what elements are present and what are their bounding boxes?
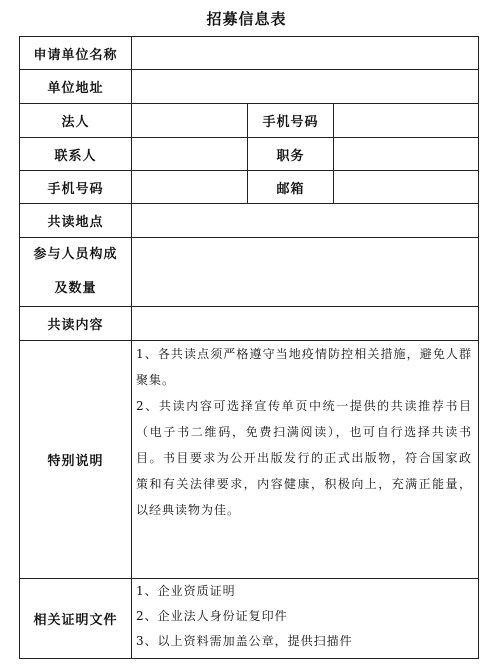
unit-address-label: 单位地址 bbox=[20, 70, 132, 104]
applicant-unit-field[interactable] bbox=[132, 37, 479, 70]
recruitment-info-table bbox=[19, 36, 479, 659]
related-doc-item: 3、以上资料需加盖公章，提供扫描件 bbox=[136, 634, 353, 648]
participants-label-line2: 及数量 bbox=[54, 281, 97, 296]
participants-field[interactable] bbox=[132, 238, 479, 307]
related-doc-item: 1、企业资质证明 bbox=[136, 584, 236, 598]
position-label: 职务 bbox=[248, 138, 334, 171]
reading-location-field[interactable] bbox=[132, 204, 479, 238]
contact-person-field[interactable] bbox=[132, 138, 248, 171]
reading-content-label: 共读内容 bbox=[20, 307, 132, 341]
special-notes-paragraph-2: 2、共读内容可选择宣传单页中统一提供的共读推荐书目（电子书二维码，免费扫满阅读），也可自行选择共读书目。书目要求为公开出版发行的正式出版物，符合国家政策和有关法律要求，内容健康，积极向上，充满正能量，以经典读物为佳。 bbox=[136, 399, 473, 517]
legal-person-field[interactable] bbox=[132, 104, 248, 138]
related-docs-label: 相关证明文件 bbox=[20, 579, 132, 659]
special-notes-paragraph-1: 1、各共读点须严格遵守当地疫情防控相关措施，避免人群聚集。 bbox=[136, 347, 473, 387]
mobile-field-1[interactable] bbox=[334, 104, 479, 138]
position-field[interactable] bbox=[334, 138, 479, 171]
mobile-field-2[interactable] bbox=[132, 171, 248, 204]
related-doc-item: 2、企业法人身份证复印件 bbox=[136, 609, 288, 623]
reading-location-label: 共读地点 bbox=[20, 204, 132, 238]
participants-label-line1: 参与人员构成 bbox=[33, 247, 118, 262]
related-docs-list bbox=[132, 579, 479, 659]
email-field[interactable] bbox=[334, 171, 479, 204]
reading-content-field[interactable] bbox=[132, 307, 479, 341]
mobile-label-2: 手机号码 bbox=[20, 171, 132, 204]
form-title: 招募信息表 bbox=[206, 10, 287, 28]
mobile-label-1: 手机号码 bbox=[248, 104, 334, 138]
special-notes-text bbox=[132, 341, 479, 579]
participants-label bbox=[20, 238, 132, 307]
applicant-unit-label: 申请单位名称 bbox=[20, 37, 132, 70]
legal-person-label: 法人 bbox=[20, 104, 132, 138]
unit-address-field[interactable] bbox=[132, 70, 479, 104]
contact-person-label: 联系人 bbox=[20, 138, 132, 171]
special-notes-label: 特别说明 bbox=[20, 341, 132, 579]
email-label: 邮箱 bbox=[248, 171, 334, 204]
